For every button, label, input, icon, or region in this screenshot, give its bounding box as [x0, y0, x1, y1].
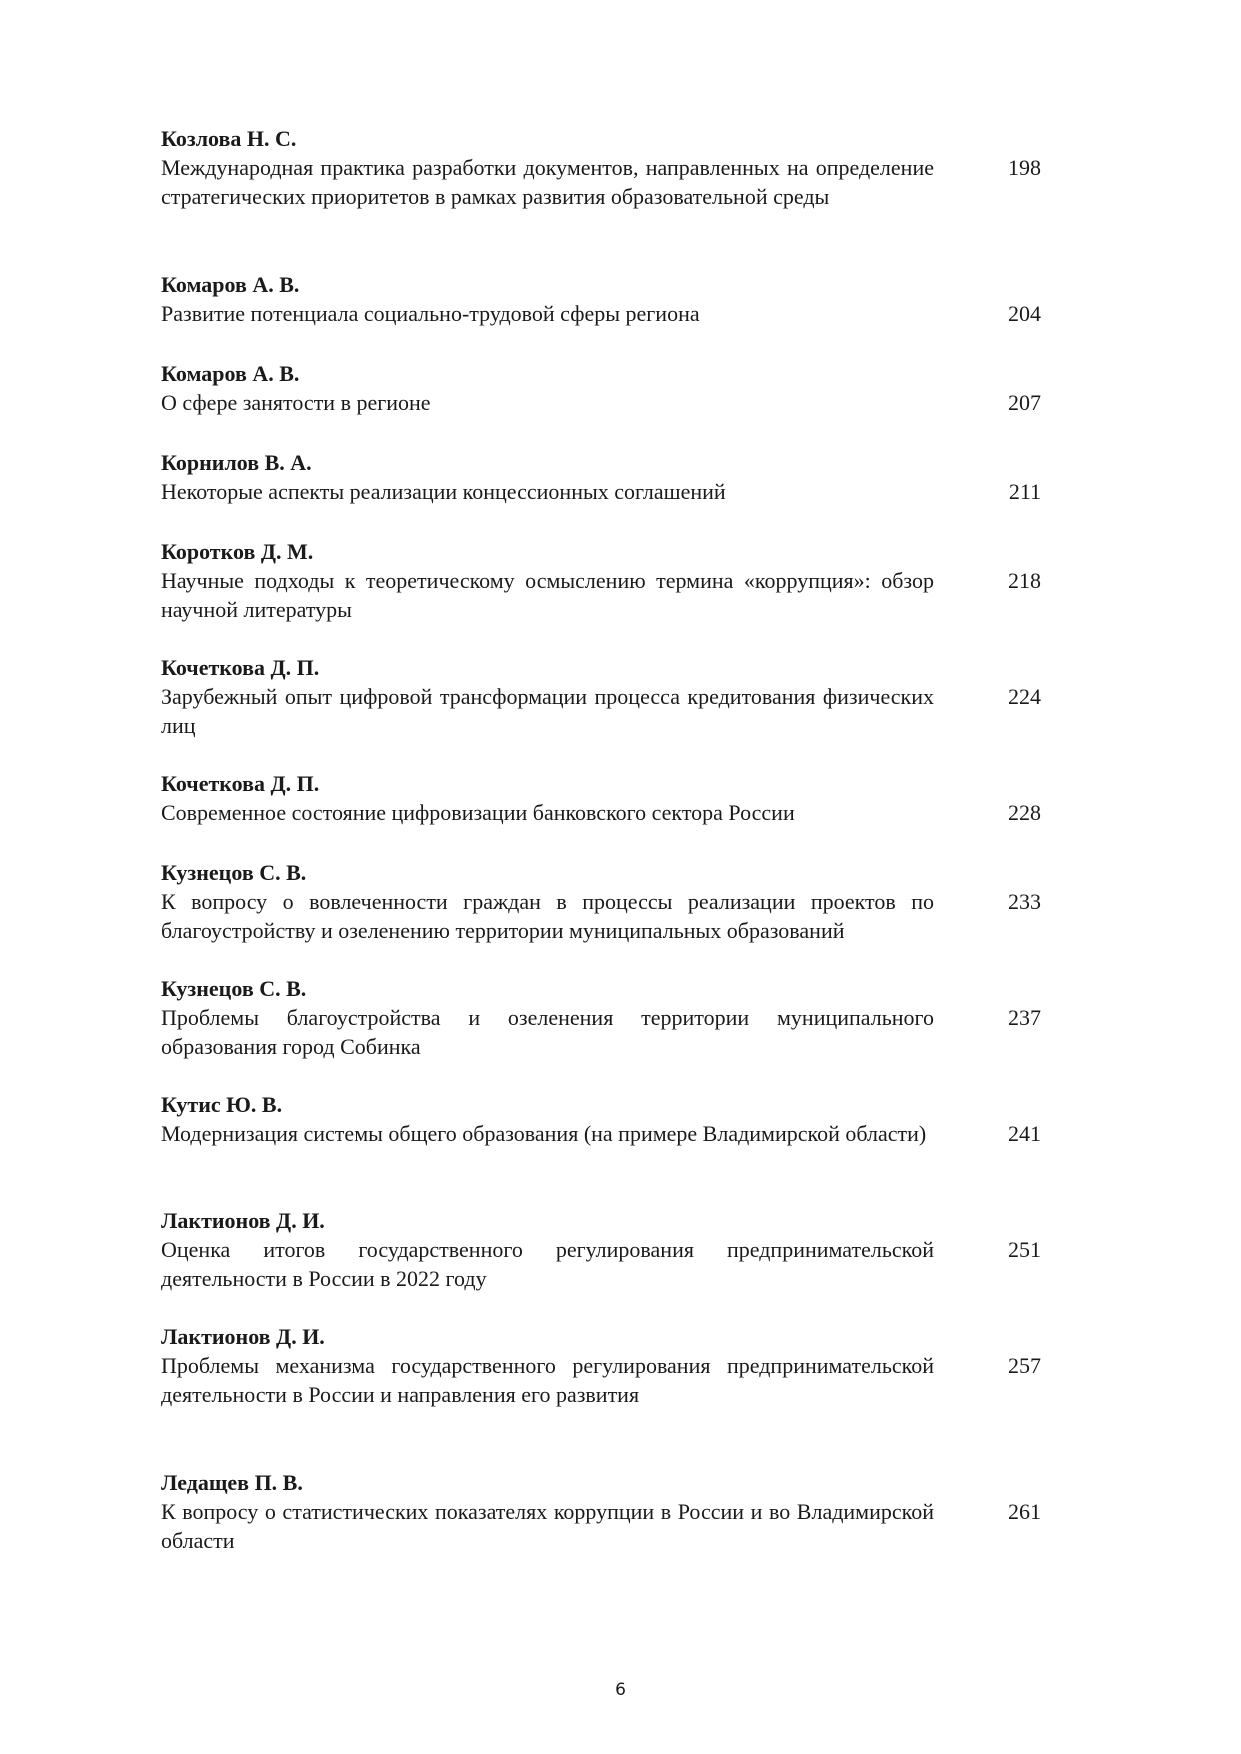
toc-entry-page: 204 — [1008, 301, 1041, 326]
toc-entry-row — [161, 887, 1046, 945]
toc-entry-row — [161, 1497, 1046, 1555]
toc-entry-row — [161, 682, 1046, 740]
toc-entry-author: Коротков Д. М. — [161, 539, 314, 564]
toc-entry-page: 198 — [1008, 155, 1041, 180]
toc-entry — [161, 124, 1046, 270]
toc-entry-author: Ледащев П. В. — [161, 1470, 303, 1495]
page-number: 6 — [615, 1680, 626, 1700]
toc-entry-page: 261 — [1008, 1499, 1041, 1524]
toc-entry-title: Развитие потенциала социально-трудовой сферы региона — [161, 301, 700, 326]
toc-entry-row — [161, 566, 1046, 624]
toc-entry-author: Лактионов Д. И. — [161, 1324, 325, 1349]
toc-entry — [161, 448, 1046, 537]
toc-entry — [161, 1090, 1046, 1206]
toc-entry-author: Кочеткова Д. П. — [161, 655, 320, 680]
toc-entry-author: Комаров А. В. — [161, 361, 300, 386]
toc-entry-page: 228 — [1008, 800, 1041, 825]
toc-entry-page: 241 — [1008, 1121, 1041, 1146]
toc-entry-page: 207 — [1008, 390, 1041, 415]
toc-entry — [161, 1322, 1046, 1468]
toc-entry-title: К вопросу о вовлеченности граждан в процессы реализации проектов по благоустройству и озеленению территории муниципальных образований — [161, 889, 934, 943]
toc-entry — [161, 1468, 1046, 1584]
toc-entry-row — [161, 388, 1046, 417]
toc-entry-page: 218 — [1008, 568, 1041, 593]
toc-entry-author: Кочеткова Д. П. — [161, 771, 320, 796]
toc-entry-title: Модернизация системы общего образования (на примере Владимирской области) — [161, 1121, 927, 1146]
toc-entry-title: К вопросу о статистических показателях коррупции в России и во Владимирской области — [161, 1499, 934, 1553]
toc-entry-title: Проблемы благоустройства и озеленения территории муниципального образования город Собинка — [161, 1005, 934, 1059]
toc-entry-author: Козлова Н. С. — [161, 126, 297, 151]
toc-entry-row — [161, 299, 1046, 328]
toc-entry-title: Современное состояние цифровизации банковского сектора России — [161, 800, 795, 825]
toc-entry-page: 224 — [1008, 684, 1041, 709]
toc-entry-author: Комаров А. В. — [161, 272, 300, 297]
toc-entry — [161, 858, 1046, 974]
toc-entry-title: Зарубежный опыт цифровой трансформации процесса кредитования физических лиц — [161, 684, 934, 738]
toc-entry-page: 257 — [1008, 1353, 1041, 1378]
toc-entry-title: Некоторые аспекты реализации концессионных соглашений — [161, 479, 726, 504]
toc-entry-row — [161, 153, 1046, 211]
toc-entry-row — [161, 1003, 1046, 1061]
toc-entry — [161, 769, 1046, 858]
toc-entry-page: 233 — [1008, 889, 1041, 914]
toc-entry-title: Научные подходы к теоретическому осмыслению термина «коррупция»: обзор научной литературы — [161, 568, 934, 622]
toc-entry-row — [161, 477, 1046, 506]
toc-entry-page: 211 — [1008, 479, 1041, 504]
toc-entry-title: Международная практика разработки документов, направленных на определение стратегических приоритетов в рамках развития образовательной среды — [161, 155, 934, 209]
toc-entry-title: Оценка итогов государственного регулирования предпринимательской деятельности в России в 2022 году — [161, 1237, 934, 1291]
toc-entry-author: Кутис Ю. В. — [161, 1092, 283, 1117]
toc-entry-author: Корнилов В. А. — [161, 450, 312, 475]
toc-entry-author: Лактионов Д. И. — [161, 1208, 325, 1233]
toc-entry-row — [161, 1235, 1046, 1293]
toc-entry — [161, 270, 1046, 359]
toc-entry-author: Кузнецов С. В. — [161, 976, 307, 1001]
toc-entry — [161, 653, 1046, 769]
toc-entry-title: О сфере занятости в регионе — [161, 390, 431, 415]
toc-entry-page: 251 — [1008, 1237, 1041, 1262]
table-of-contents — [161, 124, 1046, 1584]
toc-entry — [161, 537, 1046, 653]
toc-entry-title: Проблемы механизма государственного регулирования предпринимательской деятельности в России и направления его развития — [161, 1353, 934, 1407]
toc-entry — [161, 974, 1046, 1090]
toc-entry — [161, 1206, 1046, 1322]
toc-entry-author: Кузнецов С. В. — [161, 860, 307, 885]
toc-entry — [161, 359, 1046, 448]
toc-entry-row — [161, 1351, 1046, 1409]
toc-entry-page: 237 — [1008, 1005, 1041, 1030]
toc-entry-row — [161, 1119, 1046, 1148]
toc-entry-row — [161, 798, 1046, 827]
